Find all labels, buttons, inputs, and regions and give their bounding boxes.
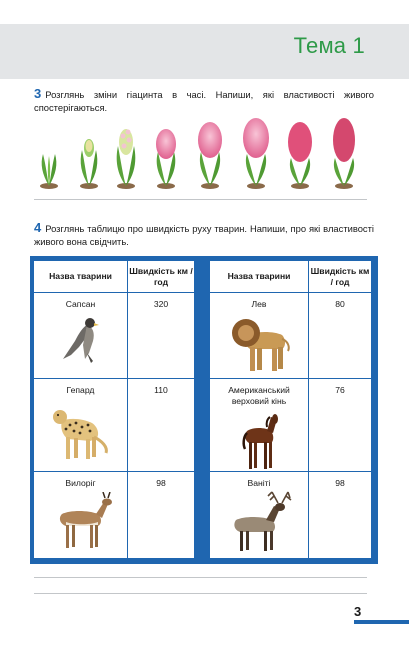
table-row-name (33, 378, 128, 472)
page-number-bar (354, 620, 409, 624)
table-row-speed: 110 (127, 378, 195, 472)
hyacinth-stage-8-icon (333, 118, 355, 189)
elk-icon (226, 490, 292, 552)
animal-name: Гепард (66, 385, 95, 395)
task-3 (34, 88, 374, 114)
task-3-number: 3 (34, 86, 42, 101)
table-row-name (33, 292, 128, 379)
table-row-speed: 76 (308, 378, 372, 472)
answer-line-task-4[interactable] (34, 593, 367, 594)
hyacinth-stages-illustration (34, 114, 374, 190)
animal-name: Вилоріг (65, 478, 96, 488)
hyacinth-stage-7-icon (288, 122, 312, 189)
table-row-speed: 80 (308, 292, 372, 379)
hyacinth-stage-2-icon (80, 139, 98, 189)
table-row-name (209, 471, 309, 559)
animal-name: Ваніті (247, 478, 271, 488)
column-header-speed: Швидкість км / год (127, 260, 195, 293)
hyacinth-stage-3-icon (117, 129, 136, 189)
animal-speed-table (30, 256, 378, 564)
theme-title: Тема 1 (293, 33, 365, 58)
hyacinth-stage-6-icon (243, 118, 269, 189)
page-number: 3 (354, 604, 362, 619)
task-4 (34, 222, 374, 248)
hyacinth-stage-5-icon (198, 122, 222, 189)
speed-table-right (209, 260, 371, 559)
falcon-icon (57, 313, 105, 365)
table-row-name (209, 378, 309, 472)
hyacinth-stage-1-icon (40, 154, 58, 189)
animal-name: Американський верховий кінь (228, 385, 290, 406)
answer-line-task-3[interactable] (34, 199, 367, 200)
table-row-name (209, 292, 309, 379)
hyacinth-stage-4-icon (156, 129, 176, 189)
table-row-speed: 320 (127, 292, 195, 379)
column-header-name: Назва тварини (33, 260, 128, 293)
table-row-name (33, 471, 128, 559)
table-row-speed: 98 (127, 471, 195, 559)
answer-line-task-4[interactable] (34, 577, 367, 578)
table-row-speed: 98 (308, 471, 372, 559)
task-3-text: Розглянь зміни гіацинта в часі. Напиши, які властивості живого спостерігаються. (34, 89, 374, 113)
animal-name: Сапсан (65, 299, 96, 309)
horse-icon (239, 413, 279, 471)
column-header-speed: Швидкість км / год (308, 260, 372, 293)
lion-icon (226, 311, 292, 373)
animal-name: Лев (251, 299, 267, 309)
task-4-number: 4 (34, 220, 42, 235)
column-header-name: Назва тварини (209, 260, 309, 293)
cheetah-icon (50, 401, 112, 461)
pronghorn-icon (48, 492, 114, 550)
task-4-text: Розглянь таблицю про швидкість руху тварин. Напиши, про які властивості живого вона свідчить. (34, 223, 374, 247)
speed-table-left (33, 260, 195, 559)
